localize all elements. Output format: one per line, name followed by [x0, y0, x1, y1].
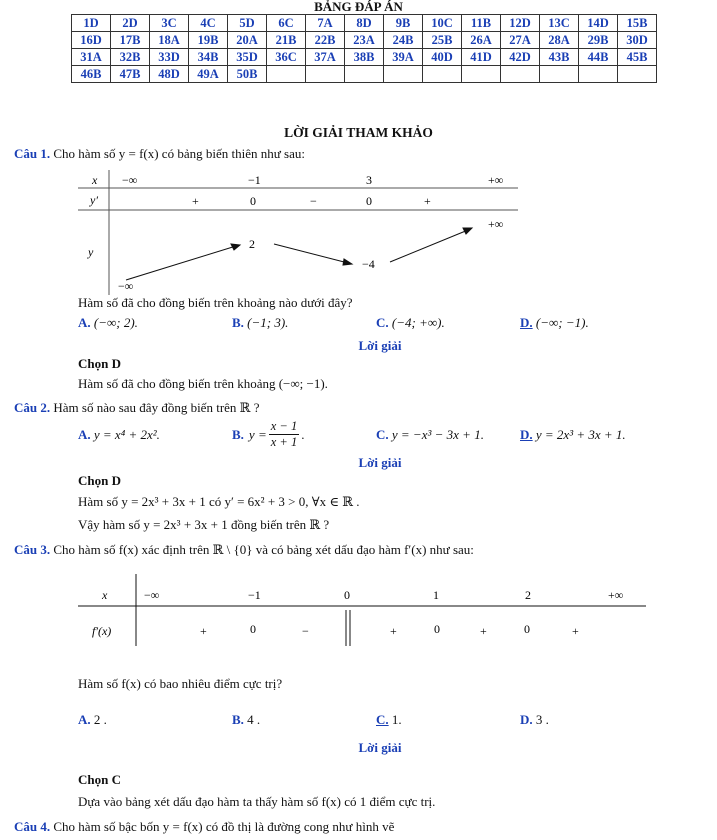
- answer-key-cell: 48D: [150, 66, 189, 83]
- q3-text: Cho hàm số f(x) xác định trên ℝ \ {0} và có bảng xét dấu đạo hàm f′(x) như sau:: [53, 542, 474, 557]
- answer-key-cell: [306, 66, 345, 83]
- answer-key-cell: [579, 66, 618, 83]
- q3-sign: −: [302, 624, 309, 638]
- q2-option-c: [376, 427, 484, 443]
- answer-key-cell: 36C: [267, 49, 306, 66]
- q1-stem: [14, 146, 305, 162]
- option-letter: C.: [376, 427, 389, 442]
- answer-key-row: [72, 49, 657, 66]
- q1-y-value: +∞: [488, 217, 504, 231]
- q3-sign: 0: [524, 622, 530, 636]
- fraction-numerator: x − 1: [270, 419, 298, 433]
- answer-key-cell: 14D: [579, 15, 618, 32]
- answer-key-cell: 50B: [228, 66, 267, 83]
- option-letter: B.: [232, 426, 244, 442]
- q1-option-a: [78, 315, 138, 331]
- q3-x-value: 2: [525, 588, 531, 602]
- q3-choice: Chọn C: [78, 772, 121, 787]
- answer-key-cell: 39A: [384, 49, 423, 66]
- q3-sign: 0: [434, 622, 440, 636]
- answer-key-cell: 42D: [501, 49, 540, 66]
- q3-sign: +: [200, 624, 207, 638]
- answer-key-row: [72, 32, 657, 49]
- answer-key-cell: 1D: [72, 15, 111, 32]
- q3-option-a: [78, 712, 107, 728]
- answer-key-cell: 3C: [150, 15, 189, 32]
- q4-text: Cho hàm số bậc bốn y = f(x) có đồ thị là đường cong như hình vẽ: [53, 819, 395, 834]
- answer-key-cell: [540, 66, 579, 83]
- option-text: 2 .: [93, 712, 107, 727]
- answer-key-cell: [267, 66, 306, 83]
- q3-sign: 0: [250, 622, 256, 636]
- answer-key-cell: 45B: [618, 49, 657, 66]
- answer-key-cell: 25B: [423, 32, 462, 49]
- answer-key-title: BẢNG ĐÁP ÁN: [314, 0, 403, 14]
- answer-key-cell: 20A: [228, 32, 267, 49]
- q3-option-b: [232, 712, 260, 728]
- answer-key-cell: 5D: [228, 15, 267, 32]
- q3-sign: +: [390, 624, 397, 638]
- q3-x-value: +∞: [608, 588, 624, 602]
- answer-key-cell: 35D: [228, 49, 267, 66]
- q1-question: Hàm số đã cho đồng biến trên khoảng nào dưới đây?: [78, 295, 353, 310]
- q2-line2: Vậy hàm số y = 2x³ + 3x + 1 đồng biến trên ℝ ?: [78, 517, 330, 532]
- answer-key-cell: 44B: [579, 49, 618, 66]
- q4-stem: [14, 819, 394, 835]
- answer-key-cell: 29B: [579, 32, 618, 49]
- q1-option-c: [376, 315, 445, 331]
- answer-key-cell: 40D: [423, 49, 462, 66]
- q3-sign: +: [480, 624, 487, 638]
- q1-choice: Chọn D: [78, 356, 121, 371]
- q3-option-d: [520, 712, 549, 728]
- q3-x-value: 0: [344, 588, 350, 602]
- q2-line1: Hàm số y = 2x³ + 3x + 1 có y′ = 6x² + 3 > 0, ∀x ∈ ℝ .: [78, 494, 360, 509]
- q1-option-b: [232, 315, 288, 331]
- q1-y-value: 2: [249, 237, 255, 251]
- option-letter-correct: D.: [520, 427, 533, 442]
- q3-x-value: 1: [433, 588, 439, 602]
- q3-solution-heading: Lời giải: [358, 740, 402, 755]
- option-letter: B.: [232, 712, 244, 727]
- answer-key-table: [71, 14, 657, 83]
- q1-sign: 0: [250, 194, 256, 208]
- answer-key-cell: 11B: [462, 15, 501, 32]
- option-text: y = 2x³ + 3x + 1.: [535, 427, 626, 442]
- q2-text: Hàm số nào sau đây đồng biến trên ℝ ?: [53, 400, 260, 415]
- answer-key-cell: 32B: [111, 49, 150, 66]
- answer-key-cell: 31A: [72, 49, 111, 66]
- q1-sign: −: [310, 194, 317, 208]
- q1-sign: 0: [366, 194, 372, 208]
- answer-key-cell: 37A: [306, 49, 345, 66]
- q1-y-label: y: [88, 245, 94, 259]
- q3-explanation: Dựa vào bảng xét dấu đạo hàm ta thấy hàm số f(x) có 1 điểm cực trị.: [78, 794, 436, 809]
- option-letter: D.: [520, 712, 533, 727]
- answer-key-cell: 6C: [267, 15, 306, 32]
- answer-key-cell: 8D: [345, 15, 384, 32]
- q1-sign: +: [424, 194, 431, 208]
- answer-key-cell: 22B: [306, 32, 345, 49]
- answer-key-cell: [345, 66, 384, 83]
- answer-key-cell: 17B: [111, 32, 150, 49]
- q3-x-value: −1: [248, 588, 261, 602]
- answer-key-cell: 49A: [189, 66, 228, 83]
- q1-x-value: −1: [248, 173, 261, 187]
- answer-key-row: [72, 66, 657, 83]
- answer-key-cell: [462, 66, 501, 83]
- answer-key-cell: 9B: [384, 15, 423, 32]
- answer-key-cell: 18A: [150, 32, 189, 49]
- q1-y-value: −∞: [118, 279, 134, 293]
- q1-variation-table: [78, 170, 518, 295]
- answer-key-cell: 26A: [462, 32, 501, 49]
- q2-fraction: [269, 419, 299, 450]
- answer-key-cell: [618, 66, 657, 83]
- option-letter-correct: C.: [376, 712, 389, 727]
- q1-yp-label: y′: [90, 193, 98, 207]
- q2-option-b: [232, 419, 304, 450]
- q1-solution-heading: Lời giải: [358, 338, 402, 353]
- q2-solution-heading: Lời giải: [358, 455, 402, 470]
- option-text: 3 .: [535, 712, 549, 727]
- q3-sign-table: [78, 574, 648, 650]
- q3-label: Câu 3.: [14, 542, 51, 557]
- q2-label: Câu 2.: [14, 400, 51, 415]
- q1-explanation: Hàm số đã cho đồng biến trên khoảng (−∞; −1).: [78, 376, 328, 391]
- answer-key-cell: 23A: [345, 32, 384, 49]
- q2-option-a: [78, 427, 160, 443]
- answer-key-cell: 38B: [345, 49, 384, 66]
- answer-key-cell: 30D: [618, 32, 657, 49]
- option-text: 4 .: [247, 712, 261, 727]
- q1-x-label: x: [92, 173, 98, 187]
- q1-option-d: [520, 315, 589, 331]
- answer-key-cell: 15B: [618, 15, 657, 32]
- fraction-denominator: x + 1: [270, 435, 298, 449]
- option-letter-correct: D.: [520, 315, 533, 330]
- answer-key-cell: 10C: [423, 15, 462, 32]
- answer-key-cell: 2D: [111, 15, 150, 32]
- q3-x-label: x: [102, 588, 108, 602]
- option-suffix: .: [301, 426, 305, 442]
- q3-sign: +: [572, 624, 579, 638]
- answer-key-cell: 46B: [72, 66, 111, 83]
- answer-key-cell: 27A: [501, 32, 540, 49]
- q1-x-value: 3: [366, 173, 372, 187]
- q3-question: Hàm số f(x) có bao nhiêu điểm cực trị?: [78, 676, 283, 691]
- answer-key-cell: 7A: [306, 15, 345, 32]
- option-letter: A.: [78, 712, 91, 727]
- option-text: (−∞; −1).: [535, 315, 589, 330]
- answer-key-cell: 43B: [540, 49, 579, 66]
- q1-label: Câu 1.: [14, 146, 51, 161]
- q1-y-value: −4: [362, 257, 375, 271]
- q2-choice: Chọn D: [78, 473, 121, 488]
- answer-key-cell: 4C: [189, 15, 228, 32]
- q3-x-value: −∞: [144, 588, 160, 602]
- answer-key-row: [72, 15, 657, 32]
- answer-key-cell: 12D: [501, 15, 540, 32]
- q3-fp-label: f′(x): [92, 624, 112, 638]
- q4-label: Câu 4.: [14, 819, 51, 834]
- option-letter: A.: [78, 427, 91, 442]
- answer-key-cell: 28A: [540, 32, 579, 49]
- option-text: y = x⁴ + 2x².: [93, 427, 160, 442]
- answer-key-cell: 16D: [72, 32, 111, 49]
- answer-key-cell: 24B: [384, 32, 423, 49]
- q1-sign: +: [192, 194, 199, 208]
- answer-key-cell: 19B: [189, 32, 228, 49]
- option-text: (−1; 3).: [247, 315, 289, 330]
- option-letter: B.: [232, 315, 244, 330]
- option-text: (−4; +∞).: [391, 315, 445, 330]
- option-letter: A.: [78, 315, 91, 330]
- option-text: y = −x³ − 3x + 1.: [391, 427, 484, 442]
- q2-option-d: [520, 427, 626, 443]
- option-prefix: y =: [248, 426, 267, 442]
- answer-key-cell: 47B: [111, 66, 150, 83]
- answer-key-cell: 34B: [189, 49, 228, 66]
- q1-x-value: −∞: [122, 173, 138, 187]
- q2-stem: [14, 400, 260, 416]
- q1-text: Cho hàm số y = f(x) có bảng biến thiên như sau:: [53, 146, 305, 161]
- answer-key-cell: [384, 66, 423, 83]
- q3-stem: [14, 542, 474, 558]
- answer-key-cell: 21B: [267, 32, 306, 49]
- q3-option-c: [376, 712, 402, 728]
- option-letter: C.: [376, 315, 389, 330]
- answer-key-cell: 41D: [462, 49, 501, 66]
- solutions-title: LỜI GIẢI THAM KHẢO: [284, 125, 433, 140]
- answer-key-cell: 13C: [540, 15, 579, 32]
- q1-x-value: +∞: [488, 173, 504, 187]
- answer-key-cell: [423, 66, 462, 83]
- option-text: 1.: [391, 712, 402, 727]
- option-text: (−∞; 2).: [93, 315, 138, 330]
- answer-key-cell: [501, 66, 540, 83]
- answer-key-cell: 33D: [150, 49, 189, 66]
